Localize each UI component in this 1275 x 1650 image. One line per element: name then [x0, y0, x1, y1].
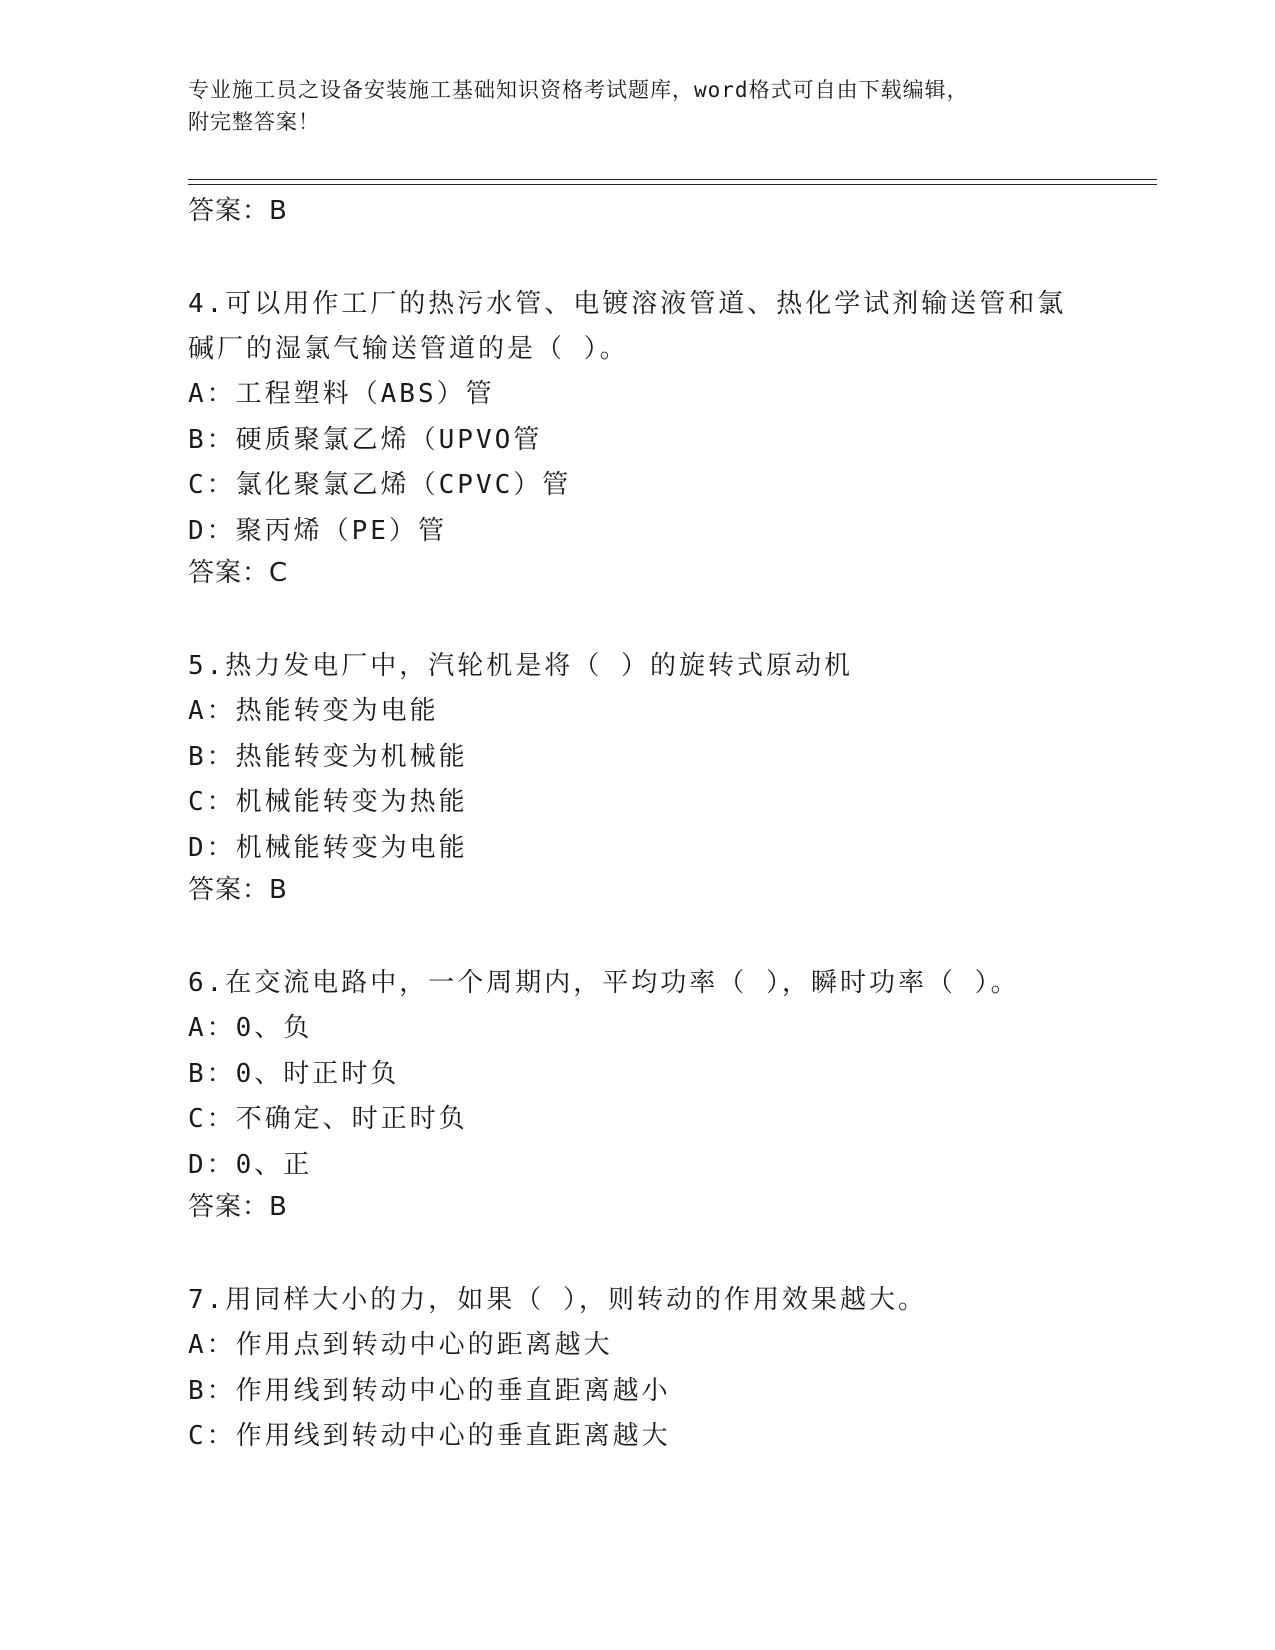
option-a: A：热能转变为电能: [188, 696, 439, 726]
option-b: B：作用线到转动中心的垂直距离越小: [188, 1375, 671, 1406]
question-stem: 7.用同样大小的力，如果（ ），则转动的作用效果越大。: [188, 1285, 927, 1315]
answer-line: 答案：C: [188, 558, 289, 588]
question-stem: 6.在交流电路中，一个周期内，平均功率（ ），瞬时功率（ ）。: [188, 968, 1020, 998]
question-stem: 5.热力发电厂中，汽轮机是将（ ）的旋转式原动机: [188, 651, 853, 681]
option-d: D：0、正: [188, 1149, 313, 1180]
option-a: A：0、负: [188, 1013, 313, 1043]
option-c: C：机械能转变为热能: [188, 787, 468, 817]
option-c: C：不确定、时正时负: [188, 1104, 468, 1134]
answer-line: 答案：B: [188, 1192, 288, 1222]
question-list: [188, 192, 1088, 1460]
header-line-1: 专业施工员之设备安装施工基础知识资格考试题库，word格式可自由下载编辑，: [188, 78, 969, 102]
header-divider-bottom: [188, 184, 1157, 185]
document-header: [188, 74, 1088, 138]
question-stem: 4.可以用作工厂的热污水管、电镀溶液管道、热化学试剂输送管和氯碱厂的湿氯气输送管道的是（ ）。: [188, 289, 1067, 364]
option-b: B：热能转变为机械能: [188, 741, 468, 772]
option-b: B：0、时正时负: [188, 1058, 400, 1089]
question-5: [188, 644, 1088, 917]
header-divider-top: [188, 179, 1157, 180]
answer-line: 答案：B: [188, 196, 288, 226]
option-d: D：聚丙烯（PE）管: [188, 515, 447, 546]
option-c: C：作用线到转动中心的垂直距离越大: [188, 1421, 671, 1451]
question-7: [188, 1278, 1088, 1460]
option-c: C：氯化聚氯乙烯（CPVC）管: [188, 470, 572, 500]
header-line-2: 附完整答案！: [188, 110, 320, 134]
option-a: A：作用点到转动中心的距离越大: [188, 1330, 613, 1360]
option-b: B：硬质聚氯乙烯（UPVO管: [188, 424, 543, 455]
option-d: D：机械能转变为电能: [188, 832, 468, 863]
option-a: A：工程塑料（ABS）管: [188, 379, 495, 409]
question-6: [188, 961, 1088, 1234]
question-4: [188, 282, 1088, 600]
answer-line: 答案：B: [188, 875, 288, 905]
